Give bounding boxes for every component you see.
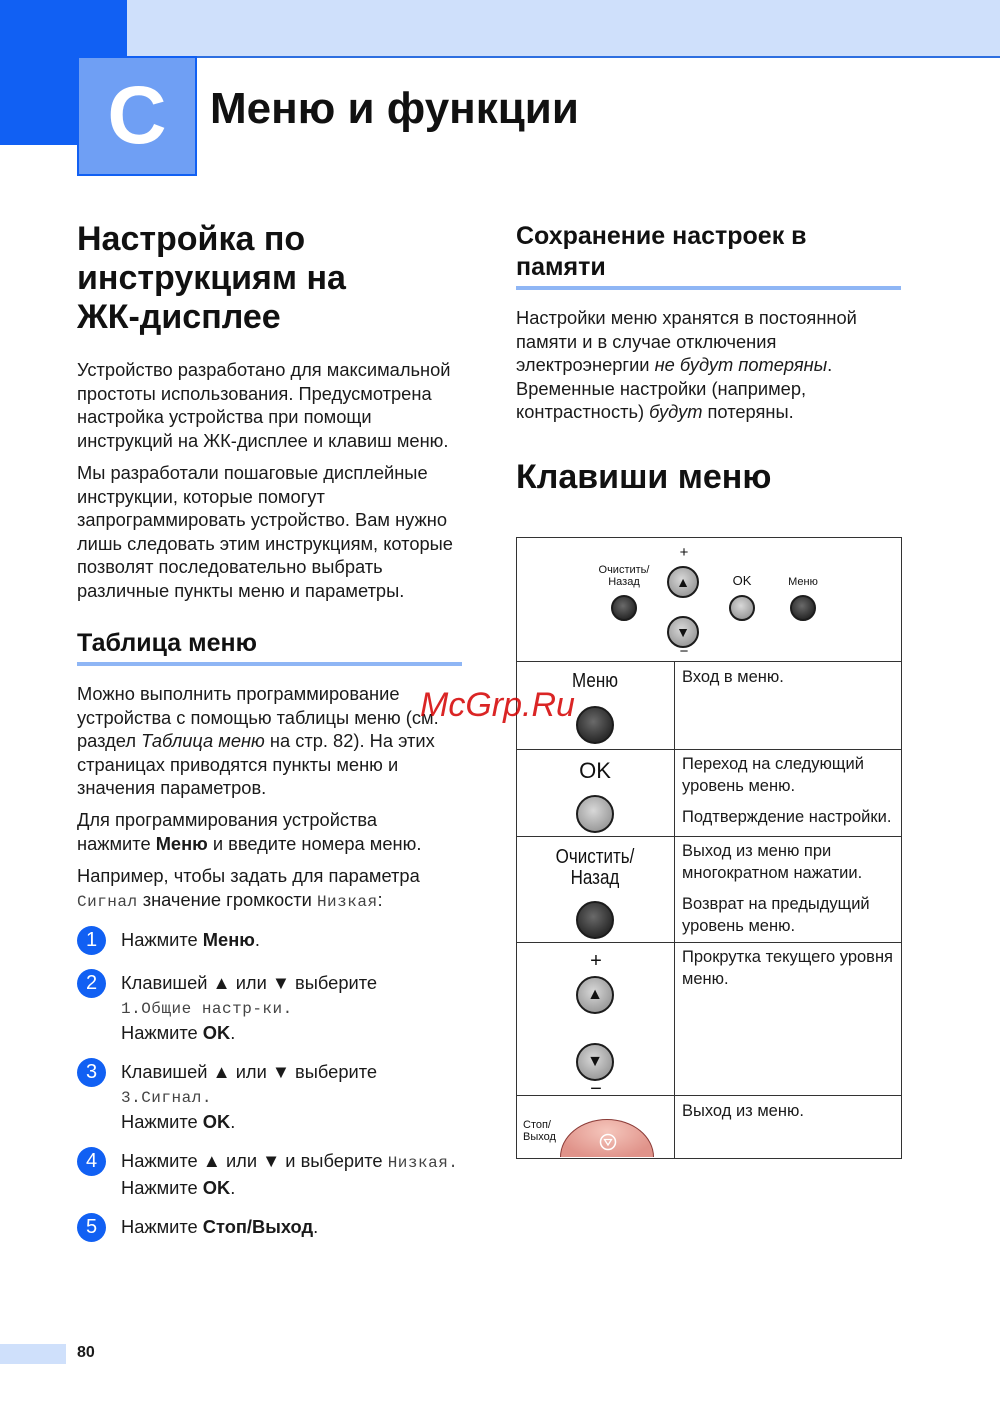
down-arrow-icon: ▼ <box>676 624 690 640</box>
stop-icon <box>599 1133 617 1151</box>
panel-menu-button[interactable] <box>790 595 816 621</box>
row-ok-button[interactable] <box>576 795 614 833</box>
row-menu-description: Вход в меню. <box>682 668 784 686</box>
step-number: 4 <box>77 1147 106 1176</box>
down-arrow-icon: ▼ <box>587 1053 603 1070</box>
memory-heading: Сохранение настроек в памяти <box>516 222 807 281</box>
chapter-title: Меню и функции <box>210 84 579 133</box>
page-number: 80 <box>77 1344 95 1361</box>
row-arrows-minus-label: − <box>590 1078 602 1100</box>
step-number: 1 <box>77 926 106 955</box>
chapter-letter: C <box>77 56 197 176</box>
menu-table-paragraph-1: Можно выполнить программирование устройства с помощью таблицы меню (см. раздел Таблица меню на стр. 82). На этих страницах приводятся пункты меню и значения параметров. <box>77 683 439 798</box>
table-divider <box>517 661 901 662</box>
panel-clear-back-button[interactable] <box>611 595 637 621</box>
step-number: 5 <box>77 1213 106 1242</box>
intro-paragraph-1: Устройство разработано для максимальной простоты использования. Предусмотрена настройка устройства при помощи инструкций на ЖК-дисплее и клавиш меню. <box>77 359 451 451</box>
row-stop-exit-description: Выход из меню. <box>682 1102 804 1120</box>
row-menu-key-label: Меню <box>572 670 618 692</box>
menu-keys-table <box>516 537 902 1159</box>
row-arrows-plus-label: + <box>590 950 602 972</box>
row-stop-exit-key-label: Стоп/ Выход <box>523 1119 556 1143</box>
row-down-button[interactable] <box>576 1043 614 1081</box>
watermark: McGrp.Ru <box>420 686 575 724</box>
up-arrow-icon: ▲ <box>587 986 603 1003</box>
table-column-divider <box>674 661 675 1159</box>
panel-ok-button[interactable] <box>729 595 755 621</box>
row-clear-back-key-label: Очистить/ Назад <box>555 846 635 889</box>
table-divider <box>517 1095 901 1096</box>
panel-menu-label: Меню <box>788 576 818 588</box>
step-number: 2 <box>77 969 106 998</box>
panel-clear-back-label: Очистить/ Назад <box>598 564 650 588</box>
row-clear-back-button[interactable] <box>576 901 614 939</box>
section-title-lcd-setup: Настройка по инструкциям на ЖК-дисплее <box>77 220 346 336</box>
row-stop-exit-button[interactable] <box>560 1119 654 1157</box>
menu-table-link: Таблица меню <box>141 730 265 751</box>
row-arrows-description: Прокрутка текущего уровня меню. <box>682 948 893 988</box>
memory-paragraph: Настройки меню хранятся в постоянной памяти и в случае отключения электроэнергии не будут потеряны. Временные настройки (например, контрастность) будут потеряны. <box>516 307 857 422</box>
panel-minus-label: − <box>679 643 689 660</box>
panel-up-button[interactable] <box>667 566 699 598</box>
menu-table-paragraph-2: Для программирования устройства нажмите Меню и введите номера меню. <box>77 809 422 854</box>
panel-ok-label: OK <box>732 573 752 588</box>
row-menu-button[interactable] <box>576 706 614 744</box>
memory-rule <box>516 286 901 290</box>
row-ok-key-label: OK <box>579 758 611 783</box>
step-number: 3 <box>77 1058 106 1087</box>
panel-plus-label: + <box>679 544 689 561</box>
menu-table-heading: Таблица меню <box>77 629 257 657</box>
header-band <box>0 0 1000 58</box>
menu-table-paragraph-3: Например, чтобы задать для параметра Сигнал значение громкости Низкая: <box>77 865 420 911</box>
footer-band <box>0 1344 66 1364</box>
menu-table-rule <box>77 662 462 666</box>
row-up-button[interactable] <box>576 976 614 1014</box>
row-clear-back-description: Выход из меню при многократном нажатии. Возврат на предыдущий уровень меню. <box>682 842 870 935</box>
menu-keys-heading: Клавиши меню <box>516 458 772 496</box>
row-ok-description: Переход на следующий уровень меню. Подтверждение настройки. <box>682 755 892 826</box>
table-divider <box>517 749 901 750</box>
up-arrow-icon: ▲ <box>676 574 690 590</box>
intro-paragraph-2: Мы разработали пошаговые дисплейные инструкции, которые помогут запрограммировать устройство. Вам нужно лишь следовать этим инструкциям, которые позволят последовательно выбрать различные пункты меню и параметры. <box>77 462 453 601</box>
